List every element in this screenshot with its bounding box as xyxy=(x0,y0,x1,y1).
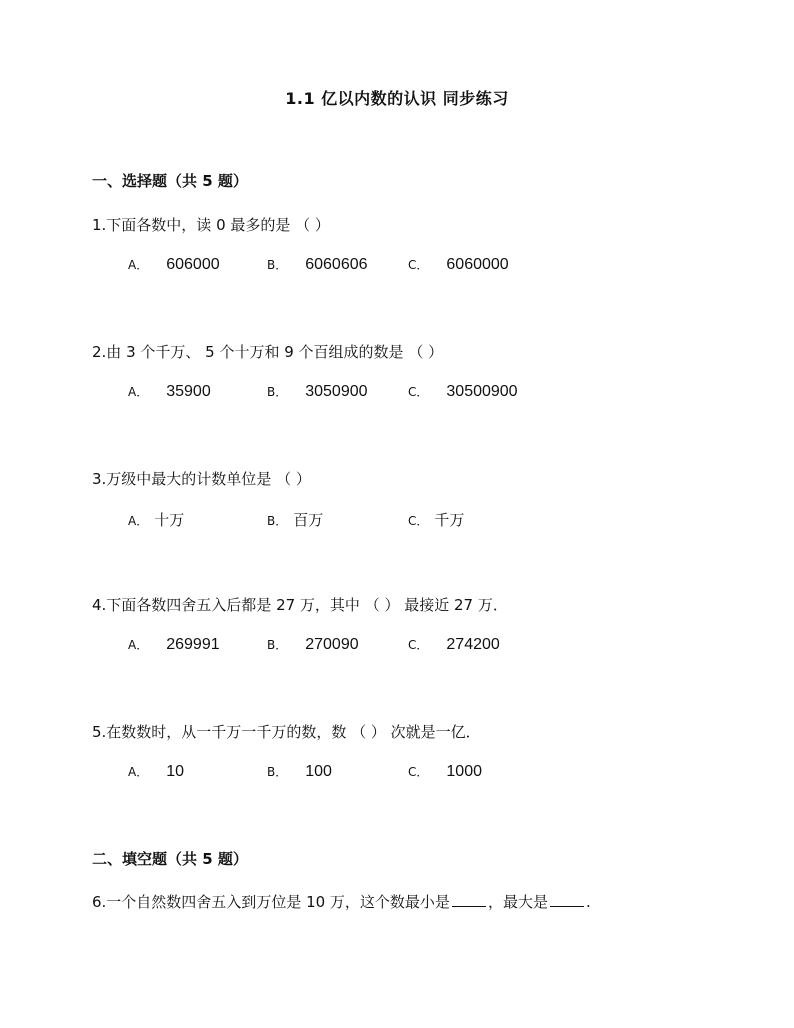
option-a: A． 606000 xyxy=(128,256,220,273)
question-3: 3.万级中最大的计数单位是 （ ） xyxy=(92,470,311,488)
question-2: 2.由 3 个千万、 5 个十万和 9 个百组成的数是 （ ） xyxy=(92,343,444,361)
option-c: C． 1000 xyxy=(408,763,482,780)
section-heading-choice: 一、选择题（共 5 题） xyxy=(92,172,248,190)
question-1: 1.下面各数中，读 0 最多的是 （ ） xyxy=(92,216,330,234)
question-5: 5.在数数时，从一千万一千万的数，数 （ ） 次就是一亿． xyxy=(92,723,481,741)
option-b: B． 100 xyxy=(267,763,332,780)
option-b: B． 3050900 xyxy=(267,383,368,400)
option-c: C． 30500900 xyxy=(408,383,518,400)
option-a: A． 十万 xyxy=(128,511,185,529)
answer-blank-max[interactable] xyxy=(550,906,584,907)
option-c: C． 274200 xyxy=(408,636,500,653)
option-b: B． 百万 xyxy=(267,511,324,529)
option-b: B． 270090 xyxy=(267,636,359,653)
option-a: A． 10 xyxy=(128,763,185,780)
question-4-options xyxy=(0,635,794,657)
question-5-options xyxy=(0,762,794,784)
option-a: A． 35900 xyxy=(128,383,211,400)
question-3-options xyxy=(0,509,794,531)
option-c: C． 6060000 xyxy=(408,256,509,273)
answer-blank-min[interactable] xyxy=(452,906,486,907)
option-b: B． 6060606 xyxy=(267,256,368,273)
page-title: 1.1 亿以内数的认识 同步练习 xyxy=(285,89,509,108)
section-heading-fill: 二、填空题（共 5 题） xyxy=(92,850,248,868)
option-a: A． 269991 xyxy=(128,636,220,653)
question-2-options xyxy=(0,382,794,404)
question-1-options xyxy=(0,255,794,277)
option-c: C． 千万 xyxy=(408,511,465,529)
question-6: 6.一个自然数四舍五入到万位是 10 万，这个数最小是 ，最大是 . xyxy=(92,893,591,911)
question-4: 4.下面各数四舍五入后都是 27 万，其中 （ ） 最接近 27 万． xyxy=(92,596,508,614)
